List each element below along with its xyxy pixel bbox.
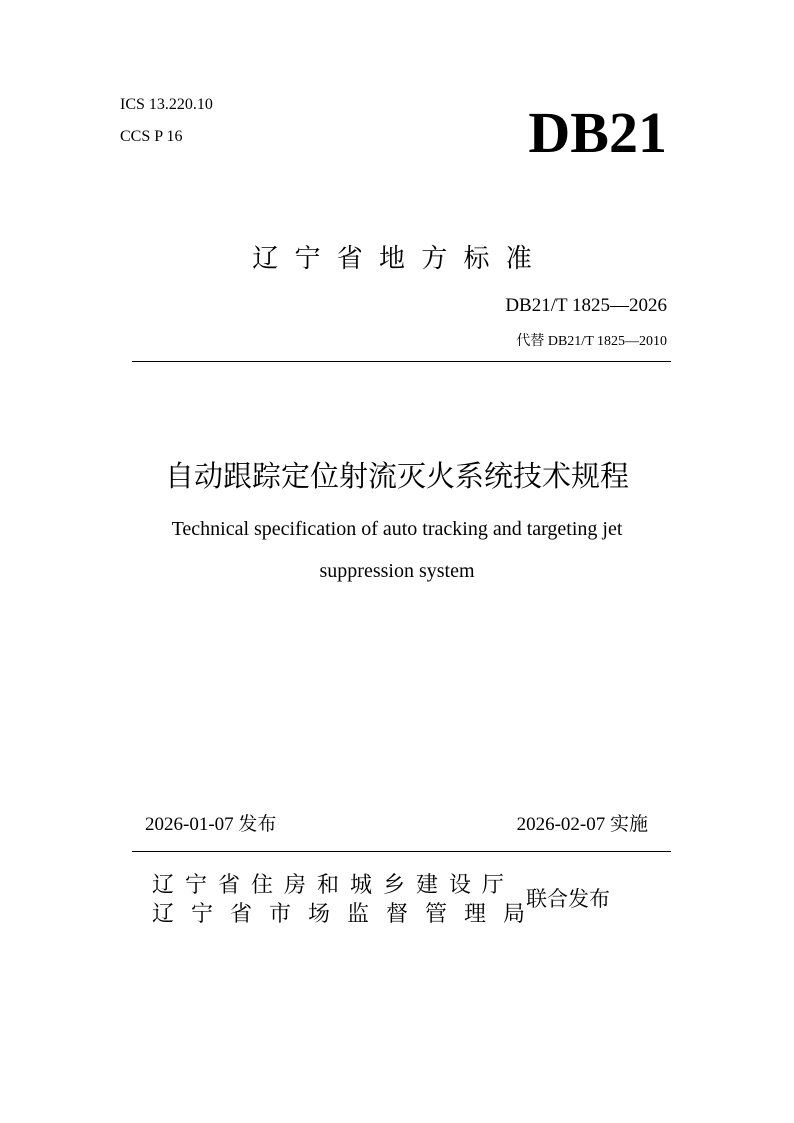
replaces-label: 代替 [516, 333, 545, 349]
title-english-line1: Technical specification of auto tracking and targeting jet [171, 518, 623, 540]
publish-date: 2026-01-07 发布 [145, 814, 277, 835]
implement-date: 2026-02-07 实施 [516, 814, 648, 835]
title-chinese: 自动跟踪定位射流灭火系统技术规程 [164, 459, 629, 493]
footer-divider [132, 851, 671, 852]
ccs-code: CCS P 16 [120, 128, 183, 145]
ics-code: ICS 13.220.10 [120, 96, 213, 113]
issuer-market-regulation: 辽 宁 省 市 场 监 督 管 理 局 [152, 902, 530, 927]
title-english-line2: suppression system [319, 560, 475, 582]
replaces-note [516, 330, 667, 350]
header-divider [132, 361, 671, 362]
db21-logo: DB21 [528, 100, 667, 165]
standard-type: 辽 宁 省 地 方 标 准 [252, 244, 536, 274]
issuer-housing-department: 辽 宁 省 住 房 和 城 乡 建 设 厅 [152, 873, 506, 898]
standard-number: DB21/T 1825—2026 [505, 295, 667, 316]
replaces-number: DB21/T 1825—2010 [547, 334, 667, 349]
joint-issue-label: 联合发布 [526, 887, 610, 911]
